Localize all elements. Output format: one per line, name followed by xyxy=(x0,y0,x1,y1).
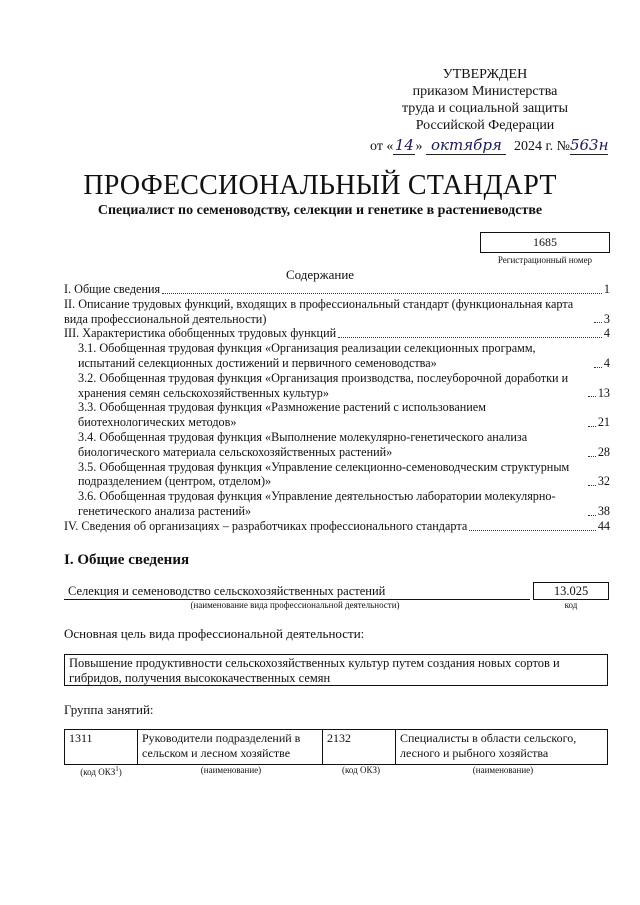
toc-item-3-3[interactable] xyxy=(64,400,610,430)
activity-kind-caption: (наименование вида профессиональной деятельности) xyxy=(190,600,400,610)
toc-item-3[interactable] xyxy=(64,326,610,341)
toc-item-text: I. Общие сведения xyxy=(64,282,161,296)
goal-label: Основная цель вида профессиональной деятельности: xyxy=(64,626,365,641)
toc-item-text: III. Характеристика обобщенных трудовых функций xyxy=(64,326,337,341)
toc-item-3-4[interactable] xyxy=(64,430,610,460)
caption-okz-code-2: (код ОКЗ) xyxy=(342,765,380,775)
toc-item-text: 3.4. Обобщенная трудовая функция «Выполнение молекулярно-генетического анализа биологического материала сельскохозяйственных растений» xyxy=(78,429,528,459)
order-month: октября xyxy=(426,136,506,155)
goal-text: Повышение продуктивности сельскохозяйственных культур путем создания новых сортов и гибридов, получения высококачественных семян xyxy=(64,654,608,686)
table-row xyxy=(65,730,608,765)
okz-code: 2132 xyxy=(323,730,396,765)
approval-heading: УТВЕРЖДЕН xyxy=(442,67,528,82)
table-of-contents xyxy=(64,282,610,534)
toc-item-2[interactable] xyxy=(64,297,610,327)
caption-name-1: (наименование) xyxy=(200,765,262,775)
toc-item-text: 3.3. Обобщенная трудовая функция «Размножение растений с использованием биотехнологических методов» xyxy=(78,400,486,430)
toc-title: Содержание xyxy=(285,267,355,282)
caption-name-2: (наименование) xyxy=(472,765,534,775)
approval-line: приказом Министерства xyxy=(412,84,558,99)
toc-item-text: 3.1. Обобщенная трудовая функция «Организация реализации селекционных программ, испытаний селекционных достижений и первичного семеноводства» xyxy=(78,341,536,370)
registration-label: Регистрационный номер xyxy=(497,255,593,265)
toc-item-page: 4 xyxy=(603,355,610,370)
toc-item-text: 3.6. Обобщенная трудовая функция «Управление деятельностью лаборатории молекулярно-генетического анализа растений» xyxy=(78,489,556,518)
toc-item-page: 1 xyxy=(603,282,610,296)
toc-item-4[interactable] xyxy=(64,519,610,534)
toc-item-page: 28 xyxy=(597,444,610,459)
toc-item-page: 44 xyxy=(597,518,610,533)
order-day: 14 xyxy=(394,136,414,154)
toc-item-page: 38 xyxy=(597,503,610,518)
activity-code-caption: код xyxy=(564,600,578,610)
occupation-group-label: Группа занятий: xyxy=(64,702,154,717)
okz-code: 1311 xyxy=(65,730,138,765)
toc-item-page: 21 xyxy=(597,415,610,430)
toc-item-page: 32 xyxy=(597,474,610,489)
toc-item-page: 13 xyxy=(597,385,610,400)
occupation-group-table xyxy=(64,729,608,765)
approval-line: Российской Федерации xyxy=(415,118,555,133)
toc-item-page: 3 xyxy=(603,311,610,326)
approval-block xyxy=(370,66,600,134)
activity-kind: Селекция и семеноводство сельскохозяйственных растений xyxy=(64,584,530,600)
order-number: 563н xyxy=(569,136,609,154)
section-heading: I. Общие сведения xyxy=(64,552,190,568)
document-title: ПРОФЕССИОНАЛЬНЫЙ СТАНДАРТ xyxy=(83,170,557,201)
order-quote: » xyxy=(415,139,423,154)
toc-item-text: IV. Сведения об организациях – разработчиках профессионального стандарта xyxy=(64,518,468,533)
toc-item-text: 3.5. Обобщенная трудовая функция «Управление селекционно-семеноводческим структурным подразделением (центром, отделом)» xyxy=(78,459,570,489)
toc-item-text: 3.2. Обобщенная трудовая функция «Организация производства, послеуборочной доработки и хранения семян сельскохозяйственных культур» xyxy=(78,370,569,400)
approval-line: труда и социальной защиты xyxy=(402,101,568,116)
toc-item-3-5[interactable] xyxy=(64,460,610,490)
caption-okz-code-1: (код ОКЗ$^1$) xyxy=(80,765,122,777)
activity-code: 13.025 xyxy=(533,582,609,600)
toc-item-3-2[interactable] xyxy=(64,371,610,401)
order-date-line xyxy=(370,136,608,155)
document-subtitle: Специалист по семеноводству, селекции и генетике в растениеводстве xyxy=(97,203,543,218)
order-from: от « xyxy=(370,139,394,154)
okz-name: Руководители подразделений в сельском и лесном хозяйстве xyxy=(138,730,323,765)
order-year: 2024 г. № xyxy=(513,139,570,154)
toc-item-1[interactable] xyxy=(64,282,610,297)
okz-name: Специалисты в области сельского, лесного и рыбного хозяйства xyxy=(396,730,608,765)
toc-item-3-6[interactable] xyxy=(64,489,610,519)
toc-item-text: II. Описание трудовых функций, входящих в профессиональный стандарт (функциональная карта вида профессиональной деятельности) xyxy=(64,296,574,326)
toc-item-3-1[interactable] xyxy=(64,341,610,371)
toc-item-page: 4 xyxy=(603,326,610,341)
registration-number: 1685 xyxy=(480,232,610,253)
